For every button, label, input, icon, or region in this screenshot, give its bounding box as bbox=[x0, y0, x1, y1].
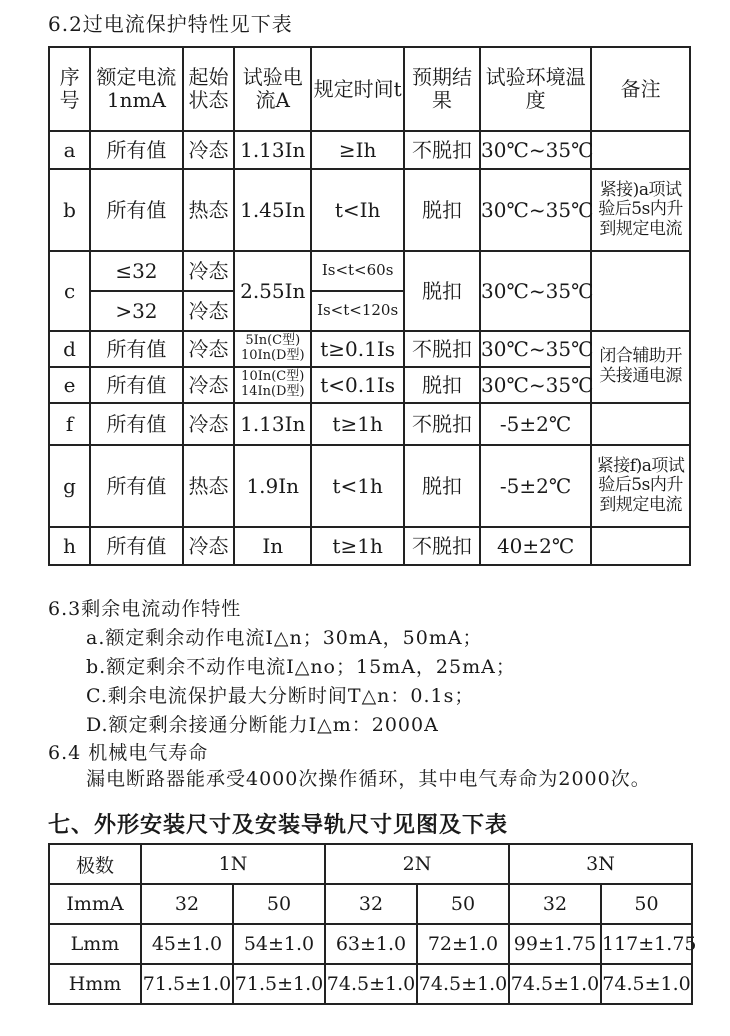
test-temperature: 30℃~35℃ bbox=[480, 251, 591, 331]
section-6-4-text: 漏电断路器能承受4000次操作循环，其中电气寿命为2000次。 bbox=[86, 768, 651, 790]
rated-current: 所有值 bbox=[90, 403, 183, 445]
list-item: D.额定剩余接通分断能力I△m：2000A bbox=[86, 714, 439, 736]
header-cell: 起始状态 bbox=[183, 47, 234, 131]
list-item: b.额定剩余不动作电流I△no；15mA，25mA； bbox=[86, 656, 516, 678]
test-temperature: 40±2℃ bbox=[480, 527, 591, 565]
overcurrent-table bbox=[48, 46, 691, 566]
l-value: 63±1.0 bbox=[325, 924, 417, 964]
start-state: 热态 bbox=[183, 445, 234, 527]
rated-current: 所有值 bbox=[90, 445, 183, 527]
table-row bbox=[49, 884, 692, 924]
start-state: 冷态 bbox=[183, 291, 234, 331]
i-label: ImmA bbox=[49, 884, 141, 924]
i-value: 50 bbox=[601, 884, 692, 924]
i-value: 32 bbox=[325, 884, 417, 924]
i-value: 32 bbox=[509, 884, 601, 924]
expected-result: 脱扣 bbox=[404, 367, 480, 403]
start-state: 冷态 bbox=[183, 403, 234, 445]
h-value: 74.5±1.0 bbox=[509, 964, 601, 1004]
rated-current: >32 bbox=[90, 291, 183, 331]
test-temperature: -5±2℃ bbox=[480, 445, 591, 527]
l-value: 99±1.75 bbox=[509, 924, 601, 964]
test-current-c: 5In(C型) bbox=[245, 333, 301, 349]
header-cell: 规定时间t bbox=[311, 47, 404, 131]
table-row bbox=[49, 331, 690, 367]
specified-time: t≥0.1Is bbox=[311, 331, 404, 367]
specified-time: Is<t<60s bbox=[311, 251, 404, 291]
l-label: Lmm bbox=[49, 924, 141, 964]
start-state: 冷态 bbox=[183, 367, 234, 403]
expected-result: 不脱扣 bbox=[404, 403, 480, 445]
section-6-2-title: 6.2过电流保护特性见下表 bbox=[48, 12, 293, 36]
specified-time: t≥1h bbox=[311, 403, 404, 445]
row-id: g bbox=[49, 445, 90, 527]
list-item: a.额定剩余动作电流I△n；30mA，50mA； bbox=[86, 627, 483, 649]
list-item: C.剩余电流保护最大分断时间T△n：0.1s； bbox=[86, 685, 475, 707]
test-current: 1.13In bbox=[234, 131, 311, 169]
header-cell: 预期结果 bbox=[404, 47, 480, 131]
note-cell bbox=[591, 403, 690, 445]
header-cell: 额定电流1nmA bbox=[90, 47, 183, 131]
expected-result: 脱扣 bbox=[404, 251, 480, 331]
table-row bbox=[49, 131, 690, 169]
rated-current: 所有值 bbox=[90, 527, 183, 565]
header-cell: 试验电流A bbox=[234, 47, 311, 131]
table-row bbox=[49, 403, 690, 445]
expected-result: 不脱扣 bbox=[404, 331, 480, 367]
test-current-d: 14In(D型) bbox=[240, 384, 305, 399]
pole-2n: 2N bbox=[325, 844, 509, 884]
row-id: a bbox=[49, 131, 90, 169]
expected-result: 脱扣 bbox=[404, 445, 480, 527]
pole-1n: 1N bbox=[141, 844, 325, 884]
h-value: 74.5±1.0 bbox=[325, 964, 417, 1004]
row-id: d bbox=[49, 331, 90, 367]
specified-time: Is<t<120s bbox=[311, 291, 404, 331]
start-state: 冷态 bbox=[183, 527, 234, 565]
header-cell: 序号 bbox=[49, 47, 90, 131]
expected-result: 不脱扣 bbox=[404, 131, 480, 169]
specified-time: t<1h bbox=[311, 445, 404, 527]
start-state: 冷态 bbox=[183, 331, 234, 367]
i-value: 32 bbox=[141, 884, 233, 924]
h-value: 74.5±1.0 bbox=[601, 964, 692, 1004]
l-value: 72±1.0 bbox=[417, 924, 509, 964]
i-value: 50 bbox=[233, 884, 325, 924]
test-current: 1.9In bbox=[234, 445, 311, 527]
test-temperature: -5±2℃ bbox=[480, 403, 591, 445]
table-row bbox=[49, 924, 692, 964]
note-cell: 闭合辅助开关接通电源 bbox=[591, 331, 690, 403]
test-temperature: 30℃~35℃ bbox=[480, 367, 591, 403]
row-id: c bbox=[49, 251, 90, 331]
note-cell bbox=[591, 251, 690, 331]
test-current bbox=[234, 331, 311, 367]
test-current-d: 10In(D型) bbox=[240, 348, 305, 363]
test-temperature: 30℃~35℃ bbox=[480, 169, 591, 251]
note-cell: 紧接f)a项试验后5s内升到规定电流 bbox=[591, 445, 690, 527]
specified-time: t<0.1Is bbox=[311, 367, 404, 403]
rated-current: 所有值 bbox=[90, 367, 183, 403]
start-state: 冷态 bbox=[183, 131, 234, 169]
pole-3n: 3N bbox=[509, 844, 692, 884]
h-value: 74.5±1.0 bbox=[417, 964, 509, 1004]
start-state: 热态 bbox=[183, 169, 234, 251]
table-row bbox=[49, 169, 690, 251]
row-id: e bbox=[49, 367, 90, 403]
test-current: 1.45In bbox=[234, 169, 311, 251]
h-value: 71.5±1.0 bbox=[141, 964, 233, 1004]
specified-time: t<Ih bbox=[311, 169, 404, 251]
l-value: 54±1.0 bbox=[233, 924, 325, 964]
start-state: 冷态 bbox=[183, 251, 234, 291]
test-current: In bbox=[234, 527, 311, 565]
test-current-c: 10In(C型) bbox=[241, 369, 305, 385]
specified-time: ≥Ih bbox=[311, 131, 404, 169]
rated-current: 所有值 bbox=[90, 169, 183, 251]
test-temperature: 30℃~35℃ bbox=[480, 331, 591, 367]
table-row bbox=[49, 964, 692, 1004]
note-cell bbox=[591, 131, 690, 169]
expected-result: 不脱扣 bbox=[404, 527, 480, 565]
h-label: Hmm bbox=[49, 964, 141, 1004]
rated-current: 所有值 bbox=[90, 131, 183, 169]
i-value: 50 bbox=[417, 884, 509, 924]
note-cell: 紧接)a项试验后5s内升到规定电流 bbox=[591, 169, 690, 251]
table-header-row bbox=[49, 47, 690, 131]
rated-current: 所有值 bbox=[90, 331, 183, 367]
test-temperature: 30℃~35℃ bbox=[480, 131, 591, 169]
l-value: 117±1.75 bbox=[601, 924, 692, 964]
l-value: 45±1.0 bbox=[141, 924, 233, 964]
table-row bbox=[49, 251, 690, 291]
header-cell: 备注 bbox=[591, 47, 690, 131]
dimension-table bbox=[48, 843, 697, 1005]
test-current: 1.13In bbox=[234, 403, 311, 445]
row-id: b bbox=[49, 169, 90, 251]
row-id: h bbox=[49, 527, 90, 565]
pole-label: 极数 bbox=[49, 844, 141, 884]
row-id: f bbox=[49, 403, 90, 445]
section-6-3-title: 6.3剩余电流动作特性 bbox=[48, 598, 242, 620]
h-value: 71.5±1.0 bbox=[233, 964, 325, 1004]
expected-result: 脱扣 bbox=[404, 169, 480, 251]
note-cell bbox=[591, 527, 690, 565]
section-6-4-title: 6.4 机械电气寿命 bbox=[48, 742, 209, 764]
section-7-title: 七、外形安装尺寸及安装导轨尺寸见图及下表 bbox=[48, 813, 509, 838]
header-cell: 试验环境温度 bbox=[480, 47, 591, 131]
table-row bbox=[49, 527, 690, 565]
table-row bbox=[49, 445, 690, 527]
test-current: 2.55In bbox=[234, 251, 311, 331]
rated-current: ≤32 bbox=[90, 251, 183, 291]
specified-time: t≥1h bbox=[311, 527, 404, 565]
test-current bbox=[234, 367, 311, 403]
table-row bbox=[49, 844, 692, 884]
